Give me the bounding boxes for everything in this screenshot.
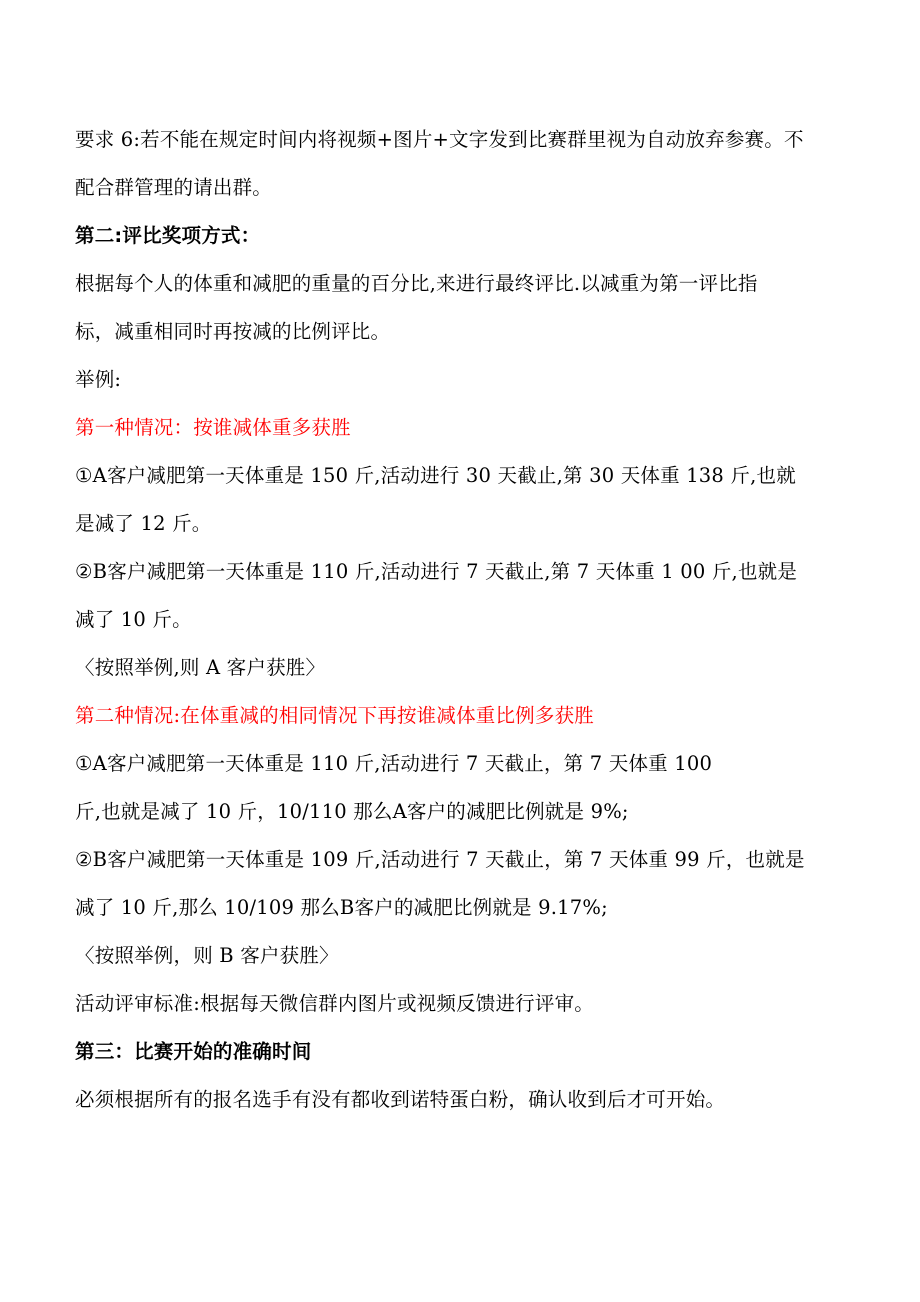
case-2-client-a-line-1: ①A客户减肥第一天体重是 110 斤,活动进行 7 天截止，第 7 天体重 100 — [75, 752, 713, 775]
case-2-client-b-line-2: 减了 10 斤,那么 10/109 那么B客户的减肥比例就是 9.17%; — [75, 896, 608, 919]
case-1-client-b-line-2: 减了 10 斤。 — [75, 608, 192, 631]
case-1-client-b-line-1: ②B客户减肥第一天体重是 110 斤,活动进行 7 天截止,第 7 天体重 1 00 斤,也就是 — [75, 560, 798, 583]
case-2-client-a-line-2: 斤,也就是减了 10 斤，10/110 那么A客户的减肥比例就是 9%; — [75, 800, 629, 823]
case-1-client-a-line-2: 是减了 12 斤。 — [75, 512, 212, 535]
document-body — [75, 116, 865, 1124]
section-3-heading: 第三：比赛开始的准确时间 — [75, 1040, 312, 1063]
section-2-body-line-1: 根据每个人的体重和减肥的重量的百分比,来进行最终评比.以减重为第一评比指 — [75, 272, 758, 295]
section-3-body: 必须根据所有的报名选手有没有都收到诺特蛋白粉，确认收到后才可开始。 — [75, 1088, 726, 1111]
requirement-6-line-1: 要求 6:若不能在规定时间内将视频+图片+文字发到比赛群里视为自动放弃参赛。不 — [75, 128, 804, 151]
case-1-title: 第一种情况：按谁减体重多获胜 — [75, 416, 351, 439]
case-2-title: 第二种情况:在体重减的相同情况下再按谁减体重比例多获胜 — [75, 704, 594, 727]
example-label: 举例: — [75, 368, 122, 391]
review-standard: 活动评审标准:根据每天微信群内图片或视频反馈进行评审。 — [75, 992, 594, 1015]
section-2-heading: 第二:评比奖项方式： — [75, 224, 261, 247]
section-2-body-line-2: 标，减重相同时再按减的比例评比。 — [75, 320, 391, 343]
case-1-result: 〈按照举例,则 A 客户获胜〉 — [75, 656, 326, 679]
case-2-result: 〈按照举例，则 B 客户获胜〉 — [75, 944, 339, 967]
requirement-6-line-2: 配合群管理的请出群。 — [75, 176, 273, 199]
case-1-client-a-line-1: ①A客户减肥第一天体重是 150 斤,活动进行 30 天截止,第 30 天体重 138 斤,也就 — [75, 464, 796, 487]
case-2-client-b-line-1: ②B客户减肥第一天体重是 109 斤,活动进行 7 天截止，第 7 天体重 99 斤，也就是 — [75, 848, 805, 871]
